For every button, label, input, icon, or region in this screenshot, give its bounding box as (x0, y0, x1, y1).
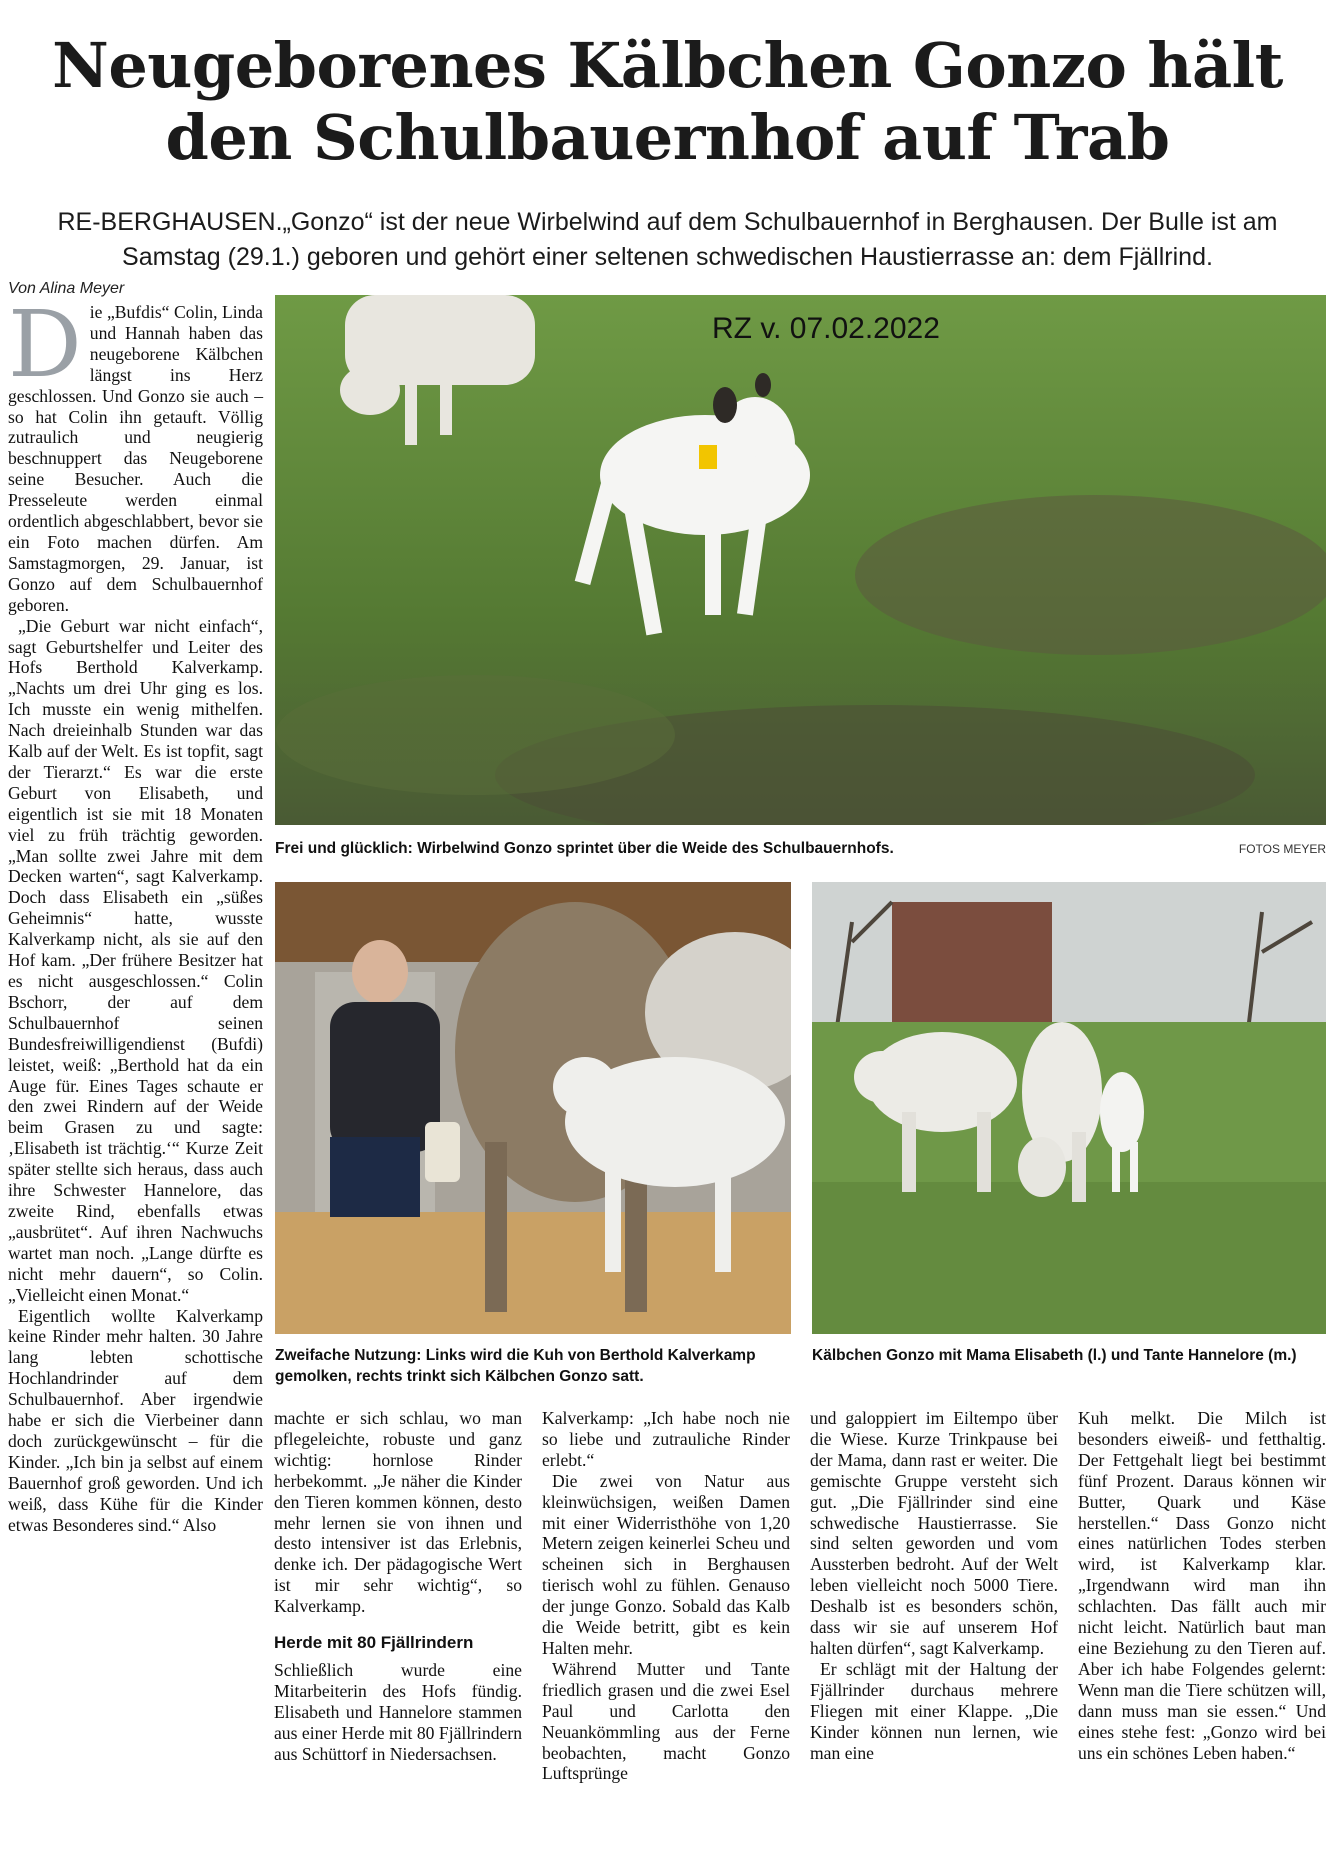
caption-herd-photo: Kälbchen Gonzo mit Mama Elisabeth (l.) und Tante Hannelore (m.) (812, 1347, 1297, 1364)
caption-milking-photo: Zweifache Nutzung: Links wird die Kuh von Berthold Kalverkamp gemolken, rechts trinkt sich Kälbchen Gonzo satt. (275, 1347, 756, 1385)
date-stamp: RZ v. 07.02.2022 (712, 312, 940, 345)
photo-milking (275, 882, 791, 1334)
text-column-5 (1078, 1408, 1326, 1763)
paragraph-11: Kuh melkt. Die Milch ist besonders eiweiß- und fetthaltig. Der Fettgehalt liegt bei bestimmt fünf Prozent. Daraus können wir Butter, Quark und Käse herstellen.“ Dass Gonzo nicht eines natürlichen Todes sterben wird, ist Kalverkamp klar. „Irgendwann wird man ihn schlachten. Das fällt auch mir nicht leicht. Natürlich baut man eine Beziehung zu den Tieren auf. Aber ich habe Folgendes gelernt: Wenn man die Tiere schützen will, dann muss man sie essen.“ Und eines stehe fest: „Gonzo wird bei uns ein schönes Leben haben.“ (1078, 1408, 1326, 1763)
caption-main-photo: Frei und glücklich: Wirbelwind Gonzo sprintet über die Weide des Schulbauernhofs. (275, 840, 894, 857)
paragraph-2: „Die Geburt war nicht einfach“, sagt Geburtshelfer und Leiter des Hofs Berthold Kalverkamp. „Nachts um drei Uhr ging es los. Ich musste ein wenig mithelfen. Nach dreieinhalb Stunden war das Kalb auf der Welt. Es ist topfit, sagt der Tierarzt.“ Es war die erste Geburt von Elisabeth, und eigentlich ist sie mit 18 Monaten viel zu früh trächtig geworden. „Man sollte zwei Jahre mit dem Decken warten“, sagt Kalverkamp. Doch dass Elisabeth ein „süßes Geheimnis“ hatte, wusste Kalverkamp nicht, als sie auf den Hof kam. „Der frühere Besitzer hat es nicht ausgeschlossen.“ Colin Bschorr, der auf dem Schulbauernhof seinen Bundesfreiwilligendienst (Bufdi) leistet, weiß: „Berthold hat da ein Auge für. Eines Tages schaute er den zwei Rindern auf der Weide beim Grasen zu und sagte: ‚Elisabeth ist trächtig.‘“ Kurze Zeit später stellte sich heraus, dass auch ihre Schwester Hannelore, das zweite Rind, ebenfalls etwas „ausbrütet“. Auf ihren Nachwuchs wartet man noch. „Lange dürfte es nicht mehr dauern“, so Colin. „Vielleicht einen Monat.“ (8, 615, 263, 1305)
byline: Von Alina Meyer (8, 280, 125, 297)
text-column-2 (274, 1408, 522, 1765)
subheading: Herde mit 80 Fjällrindern (274, 1633, 474, 1653)
text-column-3 (542, 1408, 790, 1784)
photo-credit: FOTOS MEYER (1238, 842, 1326, 856)
lead-paragraph (30, 205, 1305, 275)
lead-line-1: RE-BERGHAUSEN.„Gonzo“ ist der neue Wirbelwind auf dem Schulbauernhof in Berghausen. Der Bulle ist am (57, 208, 1278, 236)
paragraph-1: Die „Bufdis“ Colin, Linda und Hannah haben das neugeborene Kälbchen längst ins Herz geschlossen. Und Gonzo sie auch – so hat Colin ihn getauft. Völlig zutraulich und neugierig beschnuppert das Neugeborene seine Besucher. Auch die Presseleute werden einmal ordentlich abgeschlabbert, bevor sie ein Foto machen dürfen. Am Samstagmorgen, 29. Januar, ist Gonzo auf dem Schulbauernhof geboren. (8, 291, 263, 615)
photo-calf-running (275, 295, 1326, 825)
paragraph-6: Kalverkamp: „Ich habe noch nie so liebe und zutrauliche Rinder erlebt.“ (542, 1408, 790, 1470)
text-column-4 (810, 1408, 1058, 1763)
paragraph-5: Schließlich wurde eine Mitarbeiterin des Hofs fündig. Elisabeth und Hannelore stammen aus einer Herde mit 80 Fjällrindern aus Schüttorf in Niedersachsen. (274, 1659, 522, 1764)
paragraph-10: Er schlägt mit der Haltung der Fjällrinder durchaus mehrere Fliegen mit einer Klappe. „Die Kinder können nun lernen, wie man eine (810, 1658, 1058, 1763)
headline-line-2: den Schulbauernhof auf Trab (165, 101, 1170, 174)
drop-cap: D (8, 291, 82, 398)
paragraph-4: machte er sich schlau, wo man pflegeleichte, robuste und ganz wichtig: hornlose Rinder herbekommt. „Je näher die Kinder den Tieren kommen können, desto mehr lernen sie von ihnen und desto intensiver ist das Erlebnis, denke ich. Der pädagogische Wert ist mir sehr wichtig“, so Kalverkamp. (274, 1408, 522, 1617)
paragraph-8: Während Mutter und Tante friedlich grasen und die zwei Esel Paul und Carlotta den Neuankömmling aus der Ferne beobachten, macht Gonzo Luftsprünge (542, 1658, 790, 1784)
paragraph-9: und galoppiert im Eiltempo über die Wiese. Kurze Trinkpause bei der Mama, dann rast er weiter. Die gemischte Gruppe versteht sich gut. „Die Fjällrinder sind eine schwedische Haustierrasse. Sie sind selten geworden und vom Aussterben bedroht. Auf der Welt leben vielleicht noch 5000 Tiere. Deshalb ist es besonders schön, dass wir sie auf unserem Hof halten dürfen“, sagt Kalverkamp. (810, 1408, 1058, 1658)
paragraph-7: Die zwei von Natur aus kleinwüchsigen, weißen Damen mit einer Widerristhöhe von 1,20 Metern zeigen keinerlei Scheu und scheinen sich in Berghausen tierisch wohl zu fühlen. Genauso der junge Gonzo. Sobald das Kalb die Weide betritt, gibt es kein Halten mehr. (542, 1470, 790, 1658)
text-column-1 (8, 291, 263, 1535)
photo-herd (812, 882, 1326, 1334)
paragraph-3: Eigentlich wollte Kalverkamp keine Rinder mehr halten. 30 Jahre lang lebten schottische Hochlandrinder auf dem Schulbauernhof. Aber irgendwie habe er sich die Vierbeiner dann doch zurückgewünscht – für die Kinder. „Ich bin ja selbst auf einem Bauernhof groß geworden. Und ich weiß, dass Kühe für die Kinder etwas Besonderes sind.“ Also (8, 1305, 263, 1535)
headline (20, 30, 1315, 174)
lead-line-2: Samstag (29.1.) geboren und gehört einer seltenen schwedischen Haustierrasse an: dem Fjällrind. (122, 243, 1213, 271)
headline-line-1: Neugeborenes Kälbchen Gonzo hält (52, 29, 1283, 102)
